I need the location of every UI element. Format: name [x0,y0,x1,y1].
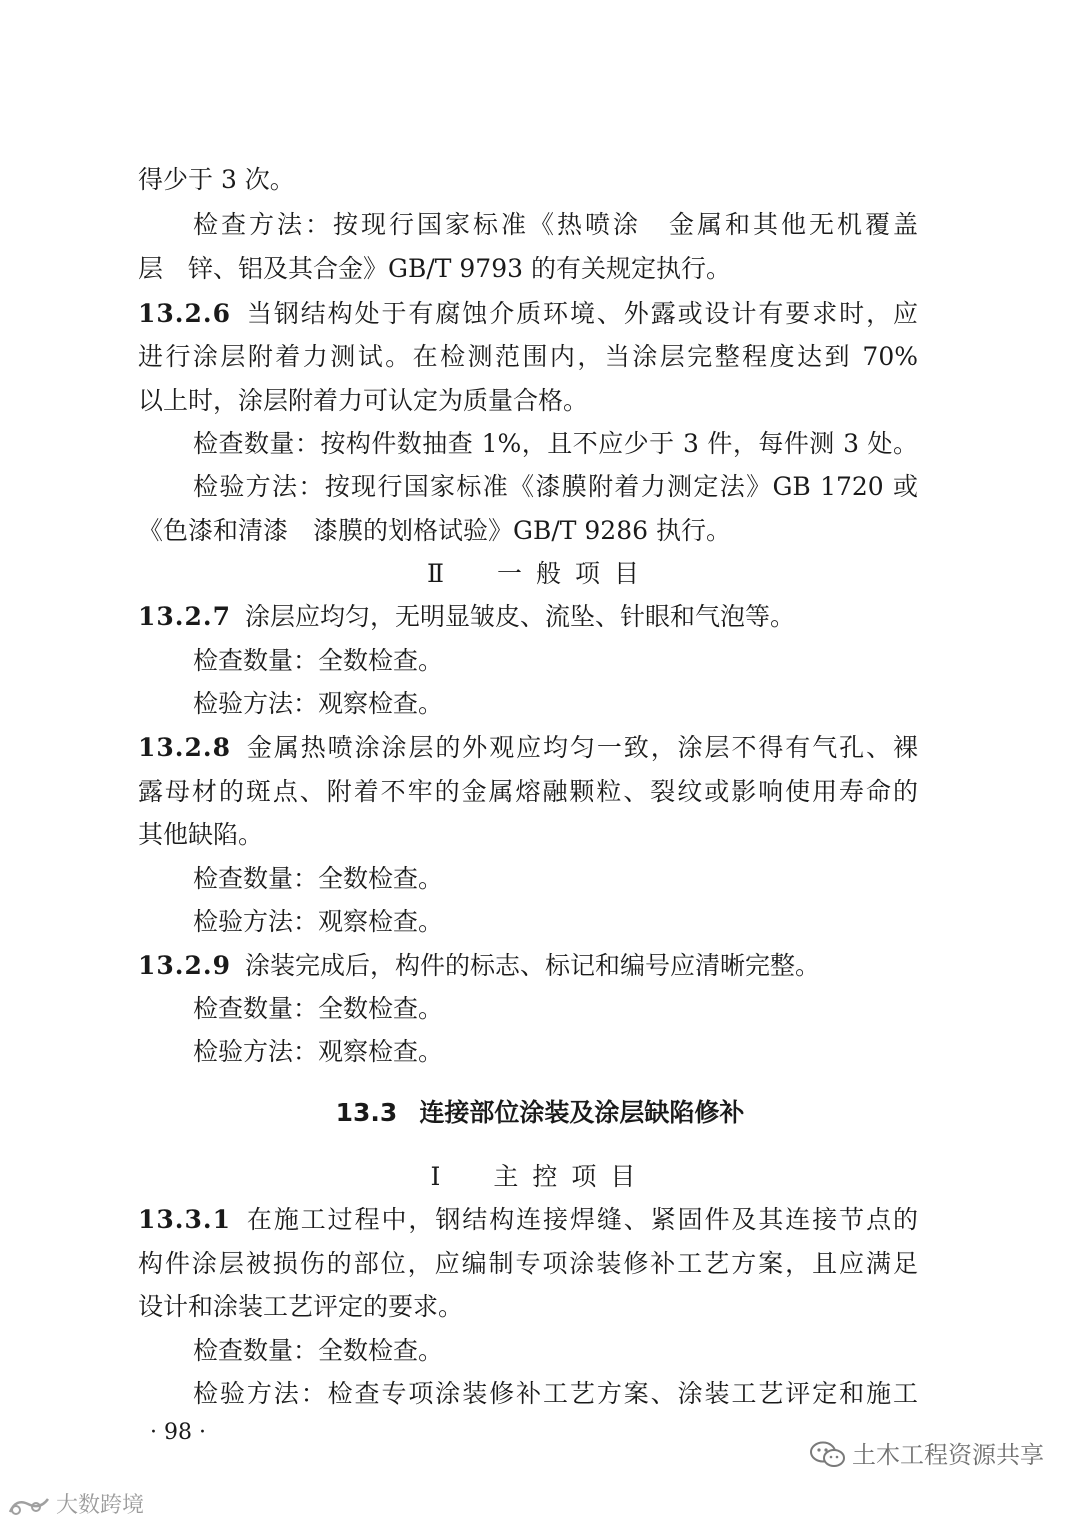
subheading-main-control-items: Ⅰ 主控项目 [430,1162,650,1191]
clause-text: 当钢结构处于有腐蚀介质环境、外露或设计有要求时，应 [245,299,918,328]
text-line: 检查方法：按现行国家标准《热喷涂 金属和其他无机覆盖 [193,210,918,239]
watermark-right-text: 土木工程资源共享 [852,1441,1044,1469]
watermark-left [6,1491,144,1521]
clause-13-2-8 [138,731,918,765]
section-heading-13-3 [0,1096,1080,1130]
brand-logo-icon [6,1494,52,1518]
clause-number: 13.2.9 [138,951,231,980]
clause-text: 涂层应均匀，无明显皱皮、流坠、针眼和气泡等。 [245,602,796,631]
text-line: 检验方法：观察检查。 [193,689,444,718]
clause-number: 13.3.1 [138,1205,231,1234]
text-line: 检验方法：按现行国家标准《漆膜附着力测定法》GB 1720 或 [193,472,918,501]
clause-text: 在施工过程中，钢结构连接焊缝、紧固件及其连接节点的 [245,1205,918,1234]
clause-13-2-7 [138,600,918,634]
text-line: 检查数量：全数检查。 [193,646,444,675]
clause-number: 13.2.7 [138,602,231,631]
text-line: 以上时，涂层附着力可认定为质量合格。 [138,386,589,415]
watermark-left-text: 大数跨境 [56,1493,145,1518]
text-line: 检验方法：检查专项涂装修补工艺方案、涂装工艺评定和施工 [193,1379,918,1408]
text-line: 其他缺陷。 [138,820,264,849]
clause-13-2-6 [138,297,918,331]
text-line: 层 锌、铝及其合金》GB/T 9793 的有关规定执行。 [138,254,731,283]
text-line: 检验方法：观察检查。 [193,1037,444,1066]
page-number: · 98 · [150,1420,206,1445]
wechat-icon [810,1441,846,1469]
clause-13-2-9 [138,949,918,983]
section-number: 13.3 [335,1098,398,1127]
clause-text: 涂装完成后，构件的标志、标记和编号应清晰完整。 [245,951,821,980]
text-line: 构件涂层被损伤的部位，应编制专项涂装修补工艺方案，且应满足 [138,1249,918,1278]
text-line: 露母材的斑点、附着不牢的金属熔融颗粒、裂纹或影响使用寿命的 [138,777,918,806]
subheading-general-items: Ⅱ 一般项目 [427,559,653,588]
section-title: 连接部位涂装及涂层缺陷修补 [419,1098,745,1127]
text-line: 得少于 3 次。 [138,165,295,194]
clause-number: 13.2.6 [138,299,231,328]
text-line: 检查数量：全数检查。 [193,864,444,893]
clause-number: 13.2.8 [138,733,231,762]
text-line: 设计和涂装工艺评定的要求。 [138,1292,464,1321]
clause-text: 金属热喷涂涂层的外观应均匀一致，涂层不得有气孔、裸 [245,733,918,762]
watermark-right [810,1438,1044,1472]
clause-13-3-1 [138,1203,918,1237]
text-line: 检验方法：观察检查。 [193,907,444,936]
text-line: 检查数量：按构件数抽查 1%，且不应少于 3 件，每件测 3 处。 [193,429,918,458]
text-line: 进行涂层附着力测试。在检测范围内，当涂层完整程度达到 70% [138,342,918,371]
text-line: 检查数量：全数检查。 [193,1336,444,1365]
text-line: 《色漆和清漆 漆膜的划格试验》GB/T 9286 执行。 [138,516,731,545]
text-line: 检查数量：全数检查。 [193,994,444,1023]
